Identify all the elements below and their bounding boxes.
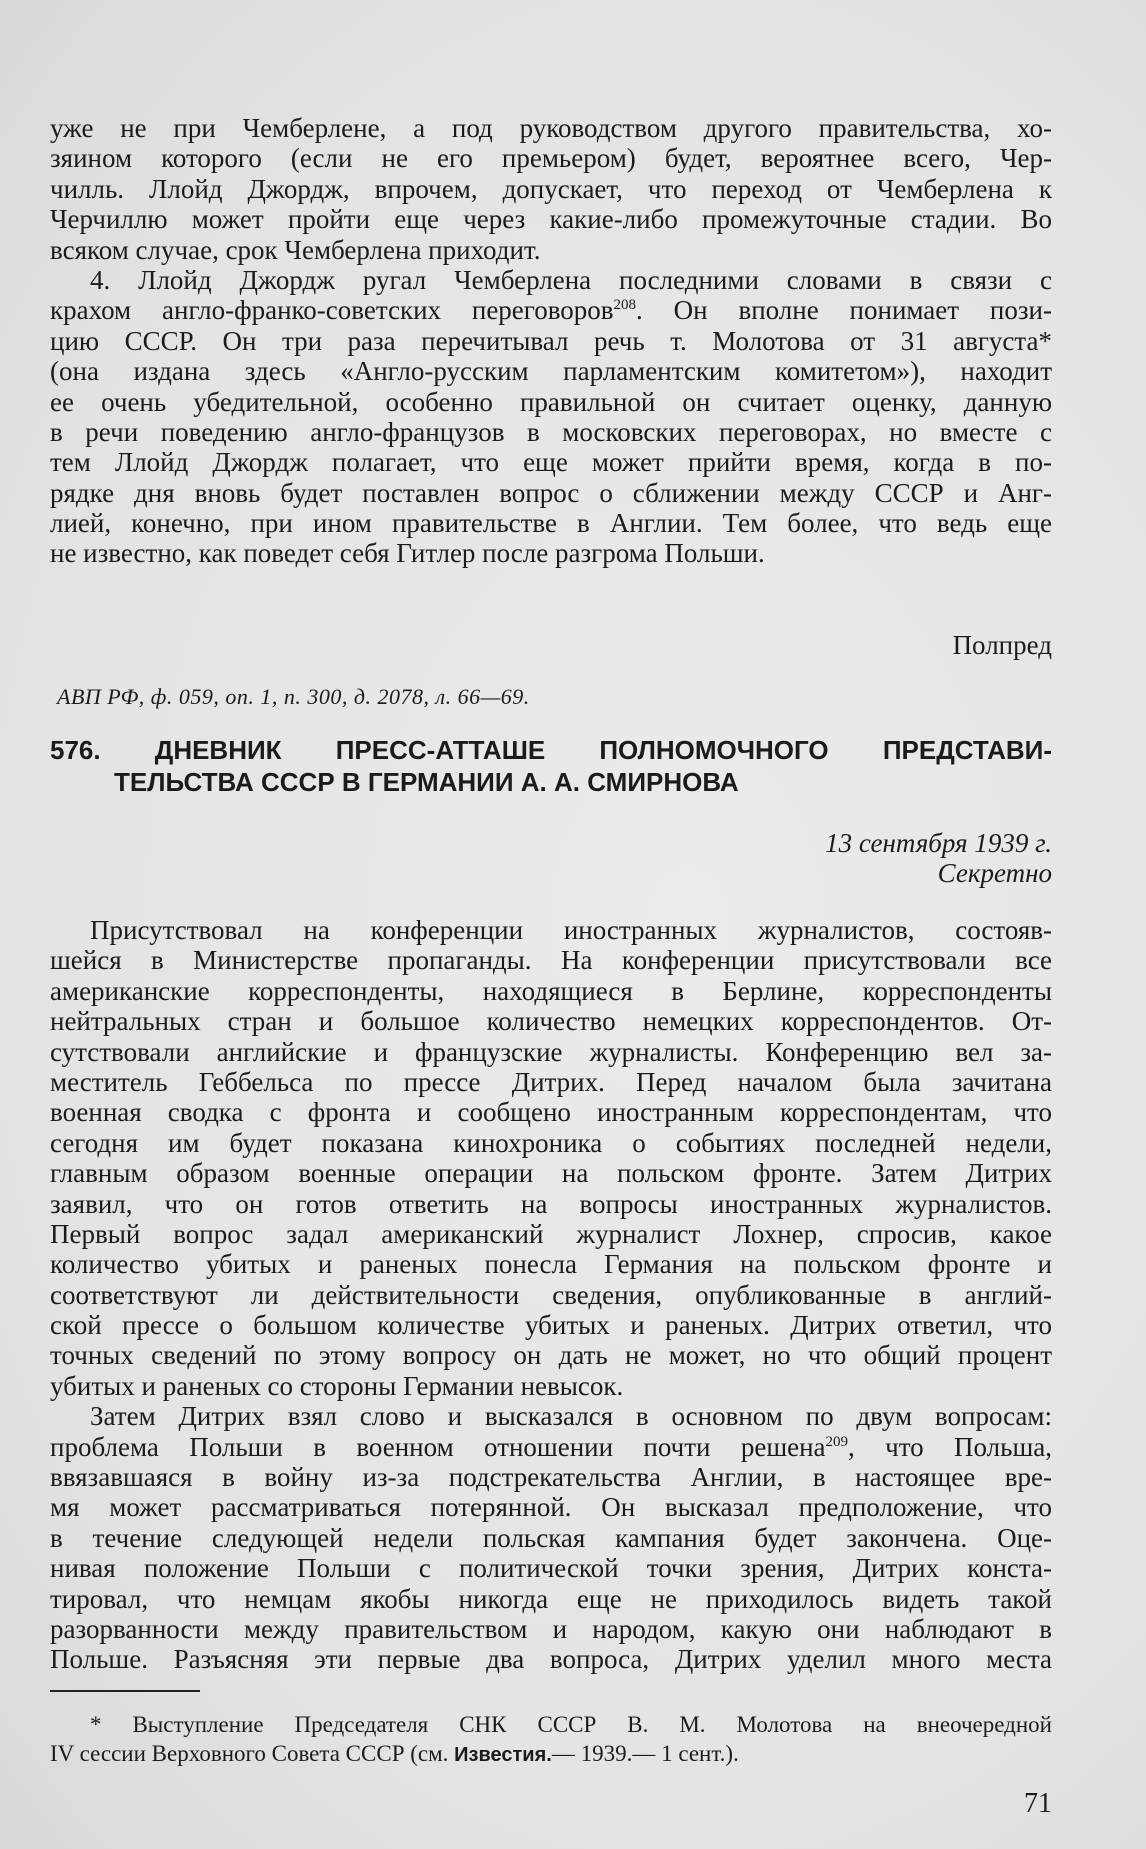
page-number: 71 xyxy=(1024,1788,1052,1819)
footnote-text: — 1939.— 1 сент.). xyxy=(551,1741,739,1766)
document-date: 13 сентября 1939 г. xyxy=(825,828,1052,858)
archive-source: АВП РФ, ф. 059, оп. 1, п. 300, д. 2078, л. 66—69. xyxy=(57,684,530,709)
text-line: точных сведений по этому вопросу он дать не может, но что общий процент xyxy=(50,1340,1052,1371)
text-segment: крахом англо-франко-советских переговоров xyxy=(50,295,614,326)
text-line: ее очень убедительной, особенно правильной он считает оценку, данную xyxy=(50,386,1052,417)
text-line: уже не при Чемберлене, а под руководством другого правительства, хо- xyxy=(50,113,1052,143)
text-line: тировал, что немцам якобы никогда еще не приходилось видеть такой xyxy=(50,1583,1052,1614)
text-line: не известно, как поведет себя Гитлер после разгрома Польши. xyxy=(50,538,765,569)
text-line: лией, конечно, при ином правительстве в Англии. Тем более, что ведь еще xyxy=(50,508,1052,539)
text-line: всяком случае, срок Чемберлена приходит. xyxy=(50,234,541,265)
text-line: Польше. Разъясняя эти первые два вопроса, Дитрих уделил много места xyxy=(50,1644,1052,1675)
classification-mark: Секретно xyxy=(937,858,1052,888)
text-block-letter-end xyxy=(50,113,1052,569)
text-line: Черчиллю может пройти еще через какие-либо промежуточные стадии. Во xyxy=(50,204,1052,235)
text-line: сегодня им будет показана кинохроника о событиях последней недели, xyxy=(50,1127,1052,1158)
text-line: главным образом военные операции на польском фронте. Затем Дитрих xyxy=(50,1158,1052,1189)
footnote-line xyxy=(50,1739,1052,1768)
text-line: ской прессе о большом количестве убитых и раненых. Дитрих ответил, что xyxy=(50,1310,1052,1341)
text-line: рядке дня вновь будет поставлен вопрос о сближении между СССР и Анг- xyxy=(50,477,1052,508)
text-line: военная сводка с фронта и сообщено иностранным корреспондентам, что xyxy=(50,1097,1052,1128)
text-line: убитых и раненых со стороны Германии невысок. xyxy=(50,1370,624,1401)
footnote xyxy=(50,1710,1052,1768)
text-line: Присутствовал на конференции иностранных журналистов, состояв- xyxy=(90,915,1052,945)
footnote-divider xyxy=(50,1690,200,1692)
text-line: сутствовали английские и французские журналисты. Конференцию вел за- xyxy=(50,1036,1052,1067)
text-line: шейся в Министерстве пропаганды. На конференции присутствовали все xyxy=(50,945,1052,976)
text-line: зяином которого (если не его премьером) будет, вероятнее всего, Чер- xyxy=(50,143,1052,174)
text-block-diary xyxy=(50,915,1052,1675)
text-line: разорванности между правительством и народом, какую они наблюдают в xyxy=(50,1613,1052,1644)
endnote-reference: 208 xyxy=(613,297,637,314)
text-line: (она издана здесь «Англо-русским парламентским комитетом»), находит xyxy=(50,356,1052,387)
text-line: Затем Дитрих взял слово и высказался в основном по двум вопросам: xyxy=(90,1401,1052,1432)
document-title xyxy=(50,734,1052,798)
document-title-line-1: 576. ДНЕВНИК ПРЕСС-АТТАШЕ ПОЛНОМОЧНОГО ПРЕДСТАВИ- xyxy=(50,735,1052,765)
endnote-reference: 209 xyxy=(825,1433,849,1450)
footnote-text: IV сессии Верховного Совета СССР (см. xyxy=(50,1741,455,1766)
text-line: цию СССР. Он три раза перечитывал речь т. Молотова от 31 августа* xyxy=(50,325,1052,356)
text-line: Первый вопрос задал американский журналист Лохнер, спросив, какое xyxy=(50,1218,1052,1249)
text-segment: . Он вполне понимает пози- xyxy=(636,295,1052,326)
signature: Полпред xyxy=(952,630,1052,660)
text-line: американские корреспонденты, находящиеся в Берлине, корреспонденты xyxy=(50,975,1052,1006)
text-line: меститель Геббельса по прессе Дитрих. Перед началом была зачитана xyxy=(50,1066,1052,1097)
text-line: мя может рассматриваться потерянной. Он высказал предположение, что xyxy=(50,1492,1052,1523)
text-line: нивая положение Польши с политической точки зрения, Дитрих конста- xyxy=(50,1553,1052,1584)
text-line xyxy=(50,295,1052,325)
text-line: чилль. Ллойд Джордж, впрочем, допускает, что переход от Чемберлена к xyxy=(50,173,1052,204)
document-title-line-2: ТЕЛЬСТВА СССР В ГЕРМАНИИ А. А. СМИРНОВА xyxy=(114,767,739,797)
footnote-line: * Выступление Председателя СНК СССР В. М. Молотова на внеочередной xyxy=(90,1712,1052,1737)
text-segment: , что Польша, xyxy=(848,1431,1052,1462)
text-line: тем Ллойд Джордж полагает, что еще может прийти время, когда в по- xyxy=(50,447,1052,478)
footnote-source-name: Известия. xyxy=(454,1744,552,1766)
text-line: 4. Ллойд Джордж ругал Чемберлена последними словами в связи с xyxy=(90,264,1052,295)
text-line xyxy=(50,1432,1052,1462)
text-line: количество убитых и раненых понесла Германия на польском фронте и xyxy=(50,1249,1052,1280)
text-line: в речи поведению англо-французов в московских переговорах, но вместе с xyxy=(50,416,1052,447)
text-line: ввязавшаяся в войну из-за подстрекательства Англии, в настоящее вре- xyxy=(50,1462,1052,1493)
text-line: в течение следующей недели польская кампания будет закончена. Оце- xyxy=(50,1522,1052,1553)
text-line: соответствуют ли действительности сведения, опубликованные в англий- xyxy=(50,1279,1052,1310)
text-line: заявил, что он готов ответить на вопросы иностранных журналистов. xyxy=(50,1188,1052,1219)
text-segment: проблема Польши в военном отношении почти решена xyxy=(50,1431,826,1462)
text-line: нейтральных стран и большое количество немецких корреспондентов. От- xyxy=(50,1006,1052,1037)
